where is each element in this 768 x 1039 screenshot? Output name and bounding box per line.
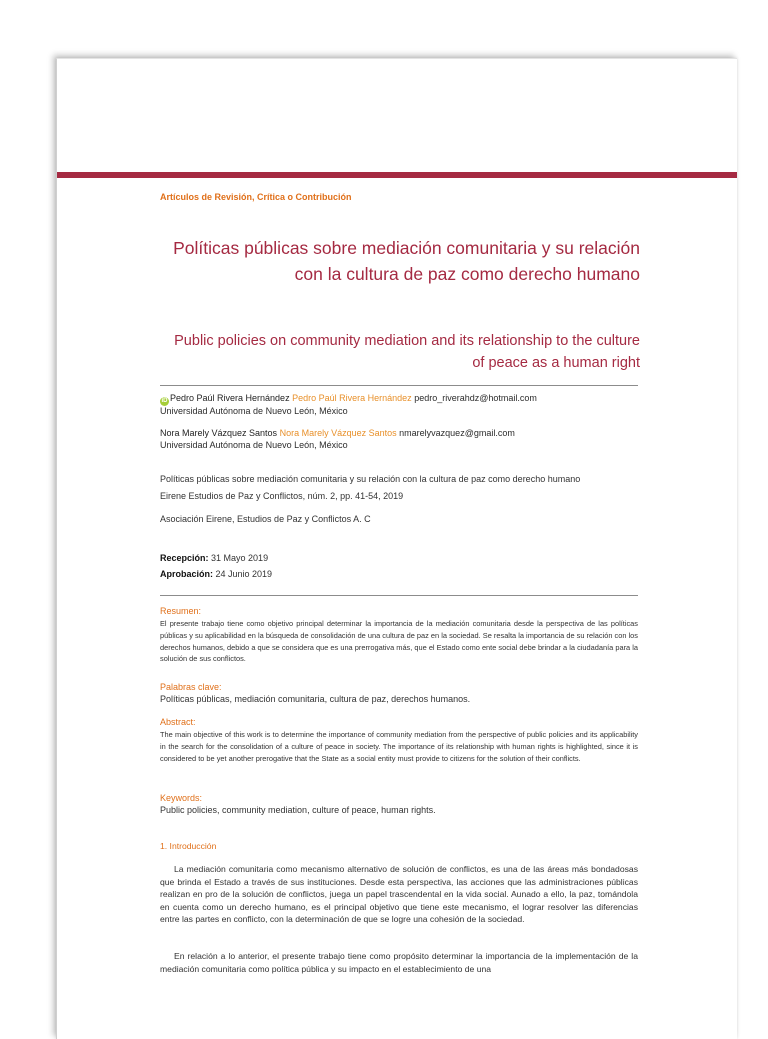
- citation-journal: Eirene Estudios de Paz y Conflictos, núm. 2, pp. 41-54, 2019: [160, 491, 404, 501]
- author-email[interactable]: pedro_riverahdz@hotmail.com: [414, 393, 537, 403]
- author-email[interactable]: nmarelyvazquez@gmail.com: [399, 428, 515, 438]
- abstract-text: The main objective of this work is to determine the importance of community mediation from the perspective of public policies and its applicability in the search for the consolidation of a culture of peace in society. The importance of its relationship with human rights is highlighted, since it is considered to be yet another prerogative that the State as a social entity must provide to citizens for the solution of their conflicts.: [160, 730, 638, 763]
- resumen-text: El presente trabajo tiene como objetivo principal determinar la importancia de la mediación comunitaria desde la perspectiva de las políticas públicas y su aplicabilidad en la búsqueda de consolidación de una cultura de paz en la sociedad. Se resalta la importancia de su relación con los derechos humanos, debido a que se considera que es una prerrogativa más, que el Estado como ente social debe brindar a la ciudadanía para la solución de sus conflictos.: [160, 619, 638, 664]
- citation-publisher: Asociación Eirene, Estudios de Paz y Conflictos A. C: [160, 514, 371, 524]
- received-label: Recepción:: [160, 553, 209, 563]
- dates-block: [160, 550, 272, 582]
- section-label: Artículos de Revisión, Crítica o Contribución: [160, 192, 352, 202]
- body-paragraph-2: En relación a lo anterior, el presente trabajo tiene como propósito determinar la importancia de la implementación de la mediación comunitaria como política pública y su impacto en el establecimiento de una: [160, 951, 638, 974]
- approved-date: 24 Junio 2019: [215, 569, 273, 579]
- palabras-clave-label: Palabras clave:: [160, 682, 222, 692]
- author-link[interactable]: Pedro Paúl Rivera Hernández: [292, 393, 412, 403]
- orcid-icon[interactable]: iD: [161, 398, 168, 404]
- author-block-1: [160, 393, 537, 418]
- body-paragraph-1: La mediación comunitaria como mecanismo alternativo de solución de conflictos, es una de las áreas más bondadosas que brinda el Estado a través de sus instituciones. Desde esta perspectiva, las acciones que las administraciones públicas realizan en pro de la solución de conflictos, juega un papel trascendental en la vida social. Aunado a ello, la paz, tomándola en cuenta como un derecho humano, es el principal objetivo que tiene este mecanismo, el lograr resolver las diferencias entre las partes en conflicto, con la determinación de que se logre una cohesión de la sociedad.: [160, 864, 638, 924]
- divider: [160, 385, 638, 386]
- keywords-text: Public policies, community mediation, culture of peace, human rights.: [160, 805, 436, 815]
- abstract-label: Abstract:: [160, 717, 196, 727]
- author-block-2: [160, 428, 515, 451]
- author-affiliation: Universidad Autónoma de Nuevo León, México: [160, 439, 348, 450]
- citation-title: Políticas públicas sobre mediación comunitaria y su relación con la cultura de paz como derecho humano: [160, 474, 581, 484]
- author-affiliation: Universidad Autónoma de Nuevo León, México: [160, 406, 348, 416]
- article-title-spanish: Políticas públicas sobre mediación comunitaria y su relación con la cultura de paz como derecho humano: [173, 238, 640, 284]
- document-page: [56, 58, 737, 1039]
- received-date: 31 Mayo 2019: [211, 553, 269, 563]
- article-title-english: Public policies on community mediation and its relationship to the culture of peace as a human right: [174, 333, 640, 371]
- approved-label: Aprobación:: [160, 569, 213, 579]
- author-name: Pedro Paúl Rivera Hernández: [170, 393, 290, 403]
- author-link[interactable]: Nora Marely Vázquez Santos: [279, 428, 397, 438]
- author-name: Nora Marely Vázquez Santos: [160, 428, 278, 438]
- palabras-clave-text: Políticas públicas, mediación comunitaria, cultura de paz, derechos humanos.: [160, 694, 471, 704]
- divider: [160, 595, 638, 596]
- resumen-label: Resumen:: [160, 606, 202, 616]
- header-rule: [57, 172, 737, 178]
- section-heading: 1. Introducción: [160, 841, 217, 851]
- keywords-label: Keywords:: [160, 793, 203, 803]
